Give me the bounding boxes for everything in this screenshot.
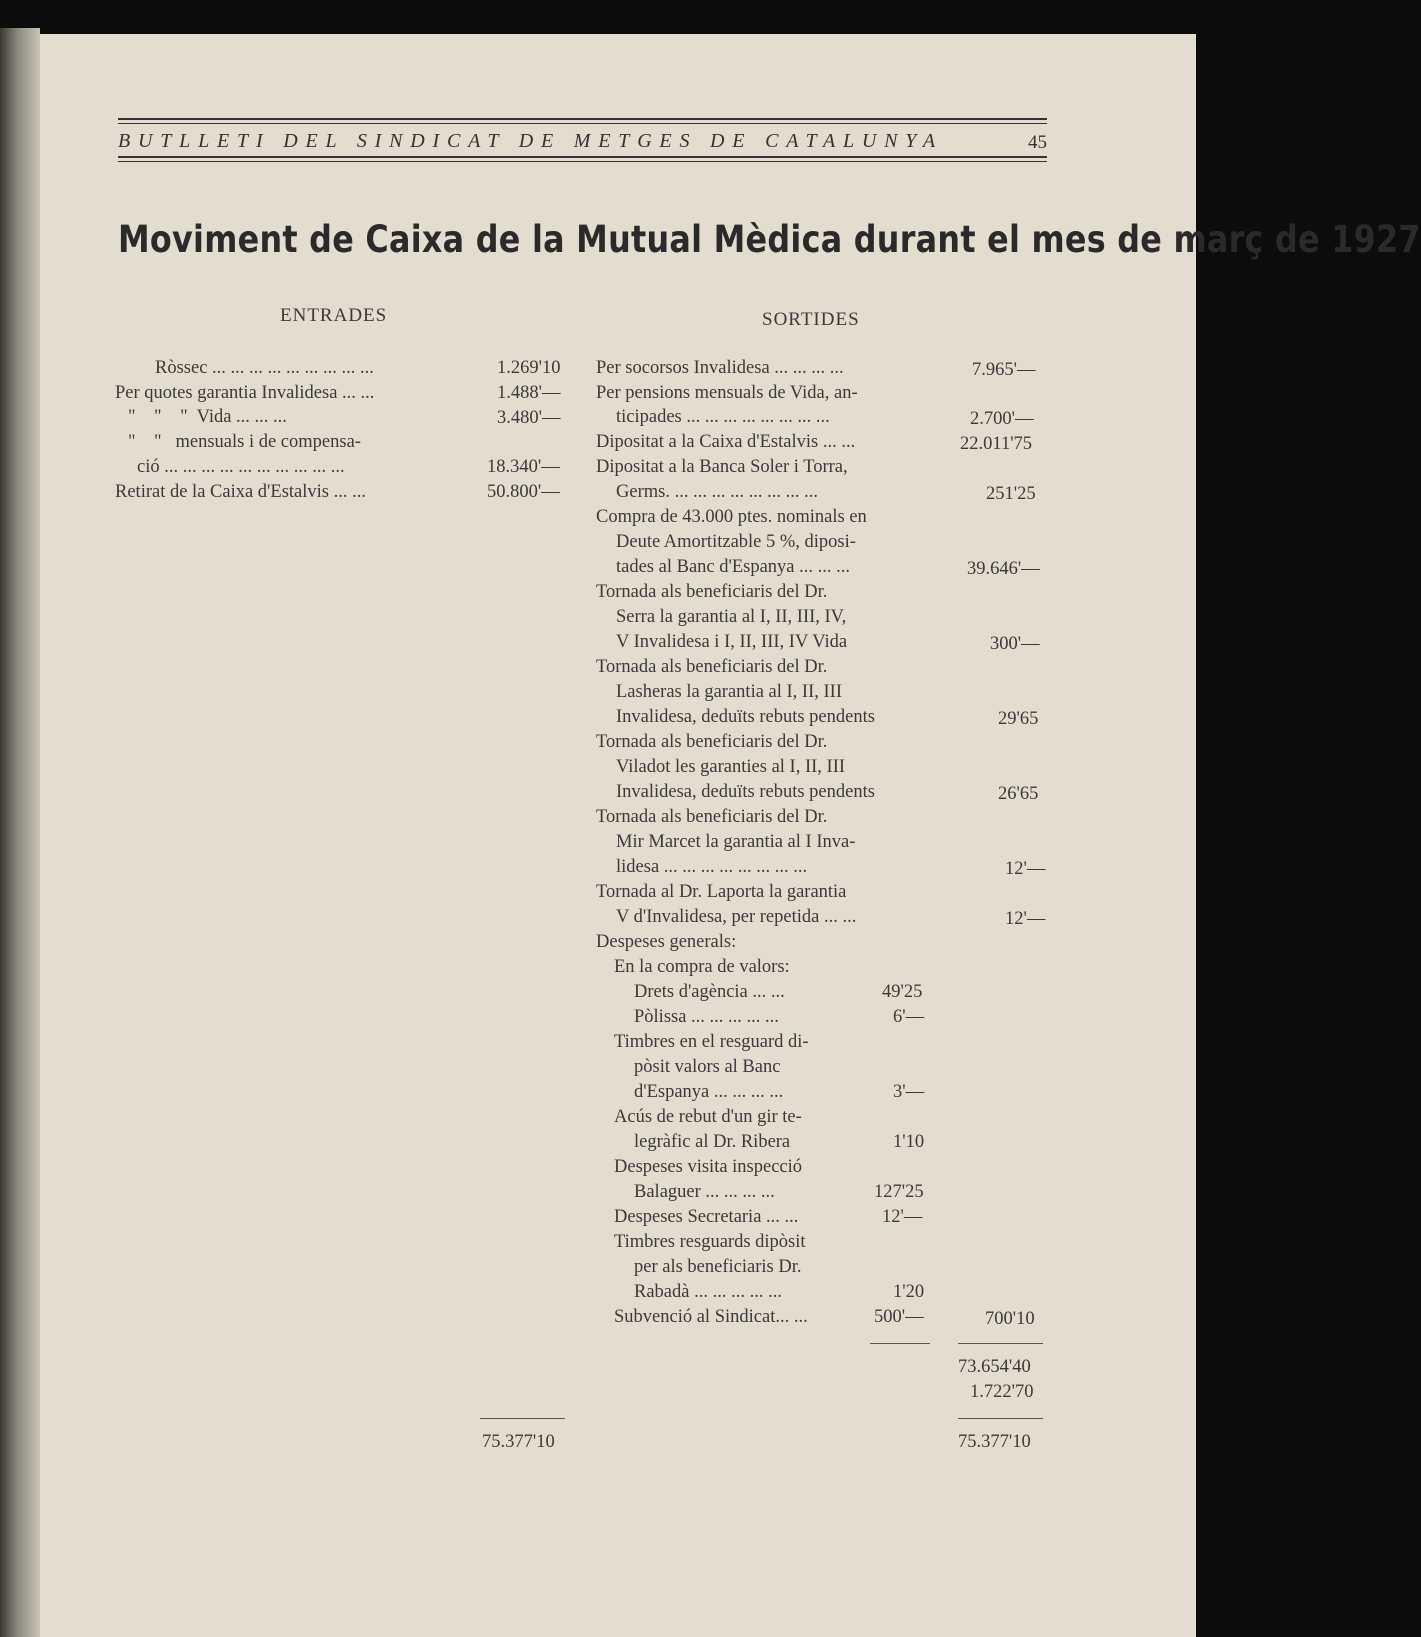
sortides-amount: 300'— [990,634,1040,654]
sortides-amount: 26'65 [998,784,1039,804]
sortides-line: d'Espanya ... ... ... ... [634,1082,784,1102]
sortides-sub-amount: 49'25 [882,982,923,1002]
sortides-heading: SORTIDES [762,309,860,330]
journal-title: BUTLLETI DEL SINDICAT DE METGES DE CATALUNYA [118,130,943,152]
sortides-amount: 12'— [1005,859,1046,879]
sortides-line: En la compra de valors: [614,957,790,977]
sortides-line: V Invalidesa i I, II, III, IV Vida [616,632,848,652]
sortides-line: Invalidesa, deduïts rebuts pendents [616,707,875,727]
entrades-total: 75.377'10 [482,1432,555,1452]
sortides-line: Per pensions mensuals de Vida, an- [596,383,858,403]
entrades-line: Ròssec ... ... ... ... ... ... ... ... ... [155,358,374,378]
balance-amount: 1.722'70 [970,1382,1034,1402]
header-rule-bottom-thin [118,161,1047,162]
sortides-amount: 700'10 [985,1309,1035,1329]
sortides-sub-amount: 500'— [874,1307,924,1327]
sortides-line: pòsit valors al Banc [634,1057,781,1077]
sortides-line: Acús de rebut d'un gir te- [614,1107,802,1127]
sortides-line: tades al Banc d'Espanya ... ... ... [616,557,851,577]
sortides-line: Mir Marcet la garantia al I Inva- [616,832,856,852]
sortides-line: Viladot les garanties al I, II, III [616,757,846,777]
sortides-line: Dipositat a la Caixa d'Estalvis ... ... [596,432,856,452]
sortides-line: Lasheras la garantia al I, II, III [616,682,842,702]
sortides-amount: 29'65 [998,709,1039,729]
entrades-amount: 3.480'— [497,408,561,428]
sortides-sub-amount: 12'— [882,1207,923,1227]
sortides-sub-amount: 1'10 [893,1132,925,1152]
sortides-line: Germs. ... ... ... ... ... ... ... ... [616,482,818,502]
sortides-line: ticipades ... ... ... ... ... ... ... ... [616,407,830,427]
sortides-line: Rabadà ... ... ... ... ... [634,1282,782,1302]
sortides-line: Tornada al Dr. Laporta la garantia [596,882,847,902]
sortides-line: Tornada als beneficiaris del Dr. [596,807,828,827]
sortides-subtotal: 73.654'40 [958,1357,1031,1377]
entrades-line: Per quotes garantia Invalidesa ... ... [115,383,375,403]
entrades-line: " " " Vida ... ... ... [128,407,287,427]
sortides-line: Tornada als beneficiaris del Dr. [596,582,828,602]
entrades-amount: 18.340'— [487,457,560,477]
sortides-sub-amount: 3'— [893,1082,925,1102]
header-rule-bottom [118,156,1047,158]
entrades-amount: 1.488'— [497,383,561,403]
sortides-subtotal-rule [958,1343,1043,1344]
sortides-line: V d'Invalidesa, per repetida ... ... [616,907,857,927]
sortides-sub-amount: 127'25 [874,1182,924,1202]
sortides-line: legràfic al Dr. Ribera [634,1132,791,1152]
sortides-total-rule [958,1418,1043,1419]
sortides-line: Subvenció al Sindicat... ... [614,1307,808,1327]
entrades-amount: 50.800'— [487,482,560,502]
header-rule-top-thin [118,123,1047,124]
sortides-amount: 39.646'— [967,559,1040,579]
sortides-sub-amount: 1'20 [893,1282,925,1302]
sortides-line: Timbres en el resguard di- [614,1032,809,1052]
sortides-line: Pòlissa ... ... ... ... ... [634,1007,779,1027]
sortides-amount: 22.011'75 [960,434,1033,454]
header-rule-top [118,118,1047,120]
sortides-line: Compra de 43.000 ptes. nominals en [596,507,867,527]
running-header [118,130,1047,156]
sortides-line: Tornada als beneficiaris del Dr. [596,657,828,677]
sortides-amount: 12'— [1005,909,1046,929]
sortides-line: lidesa ... ... ... ... ... ... ... ... [616,857,808,877]
entrades-line: ció ... ... ... ... ... ... ... ... ... ... [137,457,345,477]
entrades-amount: 1.269'10 [497,358,561,378]
sortides-line: Despeses generals: [596,932,737,952]
sortides-sub-amount: 6'— [893,1007,925,1027]
sortides-amount: 2.700'— [970,409,1034,429]
page-number: 45 [1028,132,1047,153]
entrades-total-rule [480,1418,565,1419]
sortides-line: Timbres resguards dipòsit [614,1232,806,1252]
entrades-line: Retirat de la Caixa d'Estalvis ... ... [115,482,366,502]
sortides-line: Per socorsos Invalidesa ... ... ... ... [596,358,844,378]
page-title: Moviment de Caixa de la Mutual Mèdica durant el mes de març de 1927 [118,218,1421,261]
sortides-amount: 7.965'— [972,360,1036,380]
sortides-line: Drets d'agència ... ... [634,982,785,1002]
sortides-line: Despeses visita inspecció [614,1157,803,1177]
sortides-line: Despeses Secretaria ... ... [614,1207,799,1227]
entrades-line: " " mensuals i de compensa- [128,432,361,452]
sortides-amount: 251'25 [986,484,1036,504]
sortides-line: Invalidesa, deduïts rebuts pendents [616,782,875,802]
sortides-line: per als beneficiaris Dr. [634,1257,802,1277]
page-edge-shadow [0,28,40,1637]
sortides-line: Serra la garantia al I, II, III, IV, [616,607,847,627]
sortides-line: Tornada als beneficiaris del Dr. [596,732,828,752]
sortides-line: Balaguer ... ... ... ... [634,1182,775,1202]
sub-amounts-rule [870,1343,930,1344]
entrades-heading: ENTRADES [280,305,388,326]
sortides-total: 75.377'10 [958,1432,1031,1452]
sortides-line: Dipositat a la Banca Soler i Torra, [596,457,848,477]
sortides-line: Deute Amortitzable 5 %, diposi- [616,532,856,552]
